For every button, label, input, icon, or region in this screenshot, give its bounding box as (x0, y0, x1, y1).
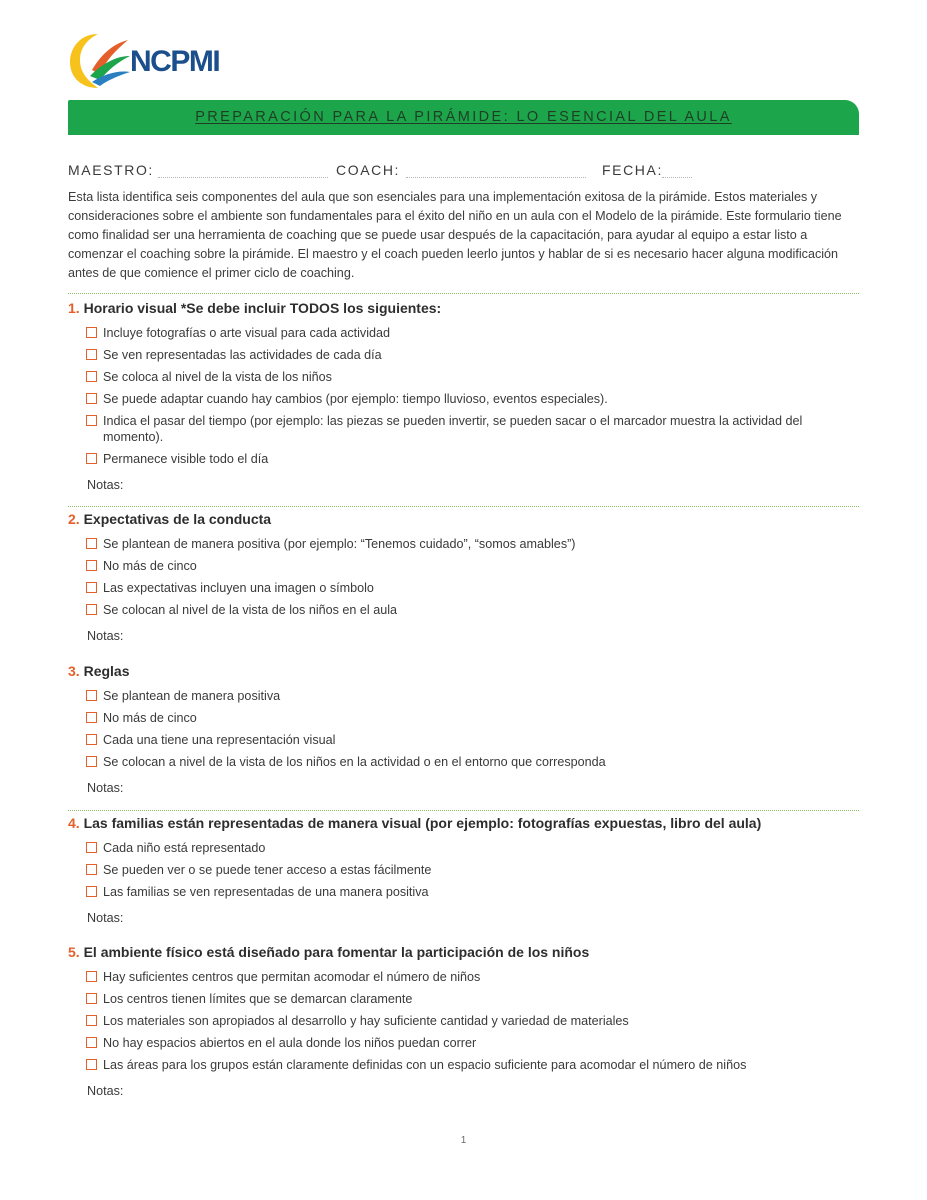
section-heading: Las familias están representadas de manera visual (por ejemplo: fotografías expuestas, libro del aula) (83, 815, 762, 831)
checkbox[interactable] (86, 690, 97, 701)
checklist-item (68, 1035, 859, 1051)
checklist-item-label: Se plantean de manera positiva (por ejemplo: “Tenemos cuidado”, “somos amables”) (103, 537, 576, 551)
checkbox[interactable] (86, 1059, 97, 1070)
checklist-item-label: Se coloca al nivel de la vista de los niños (103, 370, 332, 384)
page-title: PREPARACIÓN PARA LA PIRÁMIDE: LO ESENCIAL DEL AULA (195, 109, 732, 125)
section-divider (68, 293, 859, 294)
checklist-item-label: Se colocan a nivel de la vista de los niños en la actividad o en el entorno que corresponda (103, 755, 606, 769)
checklist-item (68, 710, 859, 726)
notes-field[interactable]: Notas: (87, 1084, 124, 1098)
checklist-item-label: Hay suficientes centros que permitan acomodar el número de niños (103, 970, 481, 984)
checklist-item-label: No más de cinco (103, 711, 197, 725)
checkbox[interactable] (86, 886, 97, 897)
checkbox[interactable] (86, 712, 97, 723)
checklist-item-label: Las áreas para los grupos están claramente definidas con un espacio suficiente para acomodar el número de niños (103, 1058, 747, 1072)
notes-field[interactable]: Notas: (87, 478, 124, 492)
section-heading: Reglas (83, 663, 130, 679)
header-fields (68, 162, 859, 180)
title-banner (68, 100, 859, 135)
checklist (68, 969, 859, 1073)
section-visual-schedule (68, 297, 859, 493)
section-families (68, 812, 859, 926)
checkbox[interactable] (86, 582, 97, 593)
fecha-label: FECHA: (602, 162, 663, 178)
checkbox[interactable] (86, 842, 97, 853)
checklist-item (68, 991, 859, 1007)
checklist-item (68, 1013, 859, 1029)
checkbox[interactable] (86, 538, 97, 549)
section-number: 5. (68, 944, 80, 960)
checklist-item (68, 325, 859, 341)
checklist-item-label: No hay espacios abiertos en el aula donde los niños puedan correr (103, 1036, 477, 1050)
checklist (68, 688, 859, 770)
section-title (68, 297, 859, 319)
section-title (68, 812, 859, 834)
section-behavior-expectations (68, 508, 859, 644)
checklist-item (68, 369, 859, 385)
checklist-item-label: Los centros tienen límites que se demarcan claramente (103, 992, 413, 1006)
coach-field[interactable] (406, 177, 586, 178)
checkbox[interactable] (86, 864, 97, 875)
checkbox[interactable] (86, 560, 97, 571)
checklist-item-label: Se pueden ver o se puede tener acceso a estas fácilmente (103, 863, 432, 877)
intro-paragraph: Esta lista identifica seis componentes del aula que son esenciales para una implementación exitosa de la pirámide. Estos materiales y consideraciones sobre el ambiente son fundamentales para el éxito del niño en un aula con el Modelo de la pirámide. Este formulario tiene como finalidad ser una herramienta de coaching que se puede usar después de la capacitación, para ayudar al equipo a estar listo a comenzar el coaching sobre la pirámide. El maestro y el coach pueden leerlo juntos y hablar de si es necesario hacer alguna modificación antes de que comience el primer ciclo de coaching. (68, 190, 842, 280)
section-divider (68, 810, 859, 811)
checklist-item-label: Se ven representadas las actividades de cada día (103, 348, 382, 362)
checklist-item-label: Incluye fotografías o arte visual para cada actividad (103, 326, 391, 340)
checklist (68, 325, 859, 467)
checklist-item-label: Las familias se ven representadas de una manera positiva (103, 885, 429, 899)
section-physical-environment (68, 941, 859, 1099)
checklist-item (68, 840, 859, 856)
checkbox[interactable] (86, 1037, 97, 1048)
checkbox[interactable] (86, 604, 97, 615)
checklist-item (68, 580, 859, 596)
checkbox[interactable] (86, 415, 97, 426)
checkbox[interactable] (86, 993, 97, 1004)
checklist-item-label: Permanece visible todo el día (103, 452, 269, 466)
checklist-item (68, 754, 859, 770)
ncpmi-logo (68, 30, 238, 90)
page-number: 1 (460, 1135, 467, 1146)
section-number: 2. (68, 511, 80, 527)
checklist-item (68, 602, 859, 618)
checklist (68, 840, 859, 900)
checklist-item-label: Cada una tiene una representación visual (103, 733, 336, 747)
notes-field[interactable]: Notas: (87, 911, 124, 925)
maestro-field[interactable] (158, 177, 328, 178)
checkbox[interactable] (86, 453, 97, 464)
section-heading: El ambiente físico está diseñado para fomentar la participación de los niños (83, 944, 590, 960)
checklist-item (68, 536, 859, 552)
checkbox[interactable] (86, 371, 97, 382)
checkbox[interactable] (86, 393, 97, 404)
checklist-item (68, 391, 859, 407)
section-number: 3. (68, 663, 80, 679)
section-divider (68, 506, 859, 507)
checkbox[interactable] (86, 756, 97, 767)
checklist-item-label: Se plantean de manera positiva (103, 689, 281, 703)
checklist-item (68, 862, 859, 878)
section-number: 4. (68, 815, 80, 831)
logo-text: NCPMI (130, 45, 220, 78)
checkbox[interactable] (86, 734, 97, 745)
checklist-item (68, 969, 859, 985)
checklist-item-label: Cada niño está representado (103, 841, 266, 855)
checkbox[interactable] (86, 349, 97, 360)
checklist-item-label: Se puede adaptar cuando hay cambios (por ejemplo: tiempo lluvioso, eventos especiales). (103, 392, 608, 406)
coach-label: COACH: (336, 162, 401, 178)
checklist-item-label: Los materiales son apropiados al desarrollo y hay suficiente cantidad y variedad de materiales (103, 1014, 629, 1028)
checklist-item (68, 347, 859, 363)
section-rules (68, 660, 859, 796)
fecha-field[interactable] (662, 177, 692, 178)
checklist-item-label: Las expectativas incluyen una imagen o símbolo (103, 581, 374, 595)
section-heading: Expectativas de la conducta (83, 511, 272, 527)
checklist-item (68, 413, 859, 445)
checklist-item-label: No más de cinco (103, 559, 197, 573)
checklist-item (68, 451, 859, 467)
maestro-label: MAESTRO: (68, 162, 154, 178)
section-title (68, 508, 859, 530)
checklist-item (68, 732, 859, 748)
checkbox[interactable] (86, 1015, 97, 1026)
section-heading: Horario visual *Se debe incluir TODOS los siguientes: (83, 300, 442, 316)
section-title (68, 660, 859, 682)
checklist-item-label: Se colocan al nivel de la vista de los niños en el aula (103, 603, 398, 617)
checklist-item (68, 688, 859, 704)
ncpmi-logo-mark-icon (68, 30, 130, 90)
checkbox[interactable] (86, 327, 97, 338)
checklist (68, 536, 859, 618)
checkbox[interactable] (86, 971, 97, 982)
section-number: 1. (68, 300, 80, 316)
notes-field[interactable]: Notas: (87, 629, 124, 643)
checklist-item (68, 884, 859, 900)
checklist-item-label: Indica el pasar del tiempo (por ejemplo: las piezas se pueden invertir, se pueden sacar o el marcador muestra la actividad del momento). (103, 414, 803, 444)
notes-field[interactable]: Notas: (87, 781, 124, 795)
checklist-item (68, 558, 859, 574)
checklist-item (68, 1057, 859, 1073)
section-title (68, 941, 859, 963)
